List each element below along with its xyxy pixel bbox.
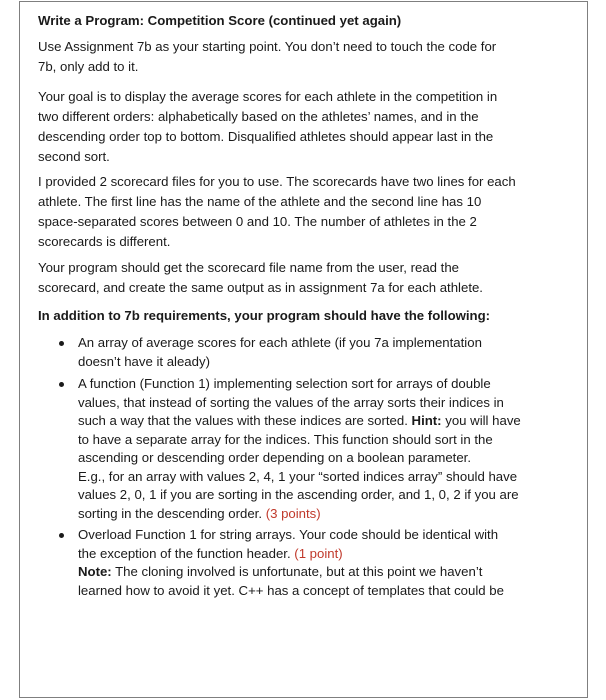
list-item-text: The cloning involved is unfortunate, but at this point we haven’t (111, 564, 483, 579)
requirements-list (38, 334, 543, 600)
list-item-line (78, 563, 543, 582)
list-item-line: A function (Function 1) implementing selection sort for arrays of double (78, 376, 491, 391)
paragraph-program (38, 258, 543, 298)
list-item (38, 526, 543, 600)
points-badge: (1 point) (294, 545, 343, 561)
paragraph-line: Your goal is to display the average scores for each athlete in the competition in (38, 89, 498, 104)
paragraph-line: I provided 2 scorecard files for you to use. The scorecards have two lines for each (38, 174, 516, 189)
list-item-line: E.g., for an array with values 2, 4, 1 your “sorted indices array” should have (78, 468, 518, 484)
paragraph-intro (38, 37, 543, 77)
list-item-text: sorting in the descending order. (78, 505, 266, 521)
list-item-line: learned how to avoid it yet. C++ has a concept of templates that could be (78, 582, 504, 598)
bullet-icon (59, 533, 64, 538)
paragraph-line: Your program should get the scorecard file name from the user, read the (38, 260, 460, 275)
list-item-text: you will have (441, 413, 521, 428)
list-item-text: such a way that the values with these indices are sorted. (78, 413, 412, 428)
paragraph-line: 7b, only add to it. (38, 59, 139, 74)
bullet-icon (59, 341, 64, 346)
paragraph-scorecards (38, 172, 543, 252)
paragraph-line: scorecard, and create the same output as in assignment 7a for each athlete. (38, 280, 483, 295)
list-item-line (78, 545, 543, 564)
list-item-line (78, 412, 543, 431)
paragraph-line: athlete. The first line has the name of the athlete and the second line has 10 (38, 194, 482, 209)
document-title: Write a Program: Competition Score (continued yet again) (38, 13, 402, 28)
points-badge: (3 points) (265, 505, 321, 521)
list-item-line (78, 505, 543, 524)
paragraph-line: scorecards is different. (38, 234, 171, 249)
requirements-heading: In addition to 7b requirements, your program should have the following: (38, 308, 491, 323)
list-item-text: the exception of the function header. (78, 545, 295, 561)
list-item-line: to have a separate array for the indices. This function should sort in the (78, 431, 493, 447)
list-item-line: Overload Function 1 for string arrays. Your code should be identical with (78, 527, 499, 542)
paragraph-line: space-separated scores between 0 and 10. The number of athletes in the 2 (38, 214, 477, 229)
paragraph-line: descending order top to bottom. Disqualified athletes should appear last in the (38, 129, 494, 144)
paragraph-line: two different orders: alphabetically based on the athletes’ names, and in the (38, 109, 479, 124)
hint-label: Hint: (411, 413, 442, 428)
list-item (38, 334, 543, 371)
list-item-line: An array of average scores for each athlete (if you 7a implementation (78, 335, 482, 350)
list-item-line: ascending or descending order depending on a boolean parameter. (78, 450, 471, 465)
list-item (38, 375, 543, 523)
list-item-line: values, that instead of sorting the values of the array sorts their indices in (78, 394, 504, 410)
paragraph-line: Use Assignment 7b as your starting point. You don’t need to touch the code for (38, 39, 497, 54)
list-item-line: doesn’t have it aleady) (78, 353, 210, 369)
bullet-icon (59, 382, 64, 387)
note-label: Note: (78, 564, 112, 579)
paragraph-line: second sort. (38, 149, 110, 164)
list-item-line: values 2, 0, 1 if you are sorting in the ascending order, and 1, 0, 2 if you are (78, 487, 519, 502)
paragraph-goal (38, 87, 543, 167)
